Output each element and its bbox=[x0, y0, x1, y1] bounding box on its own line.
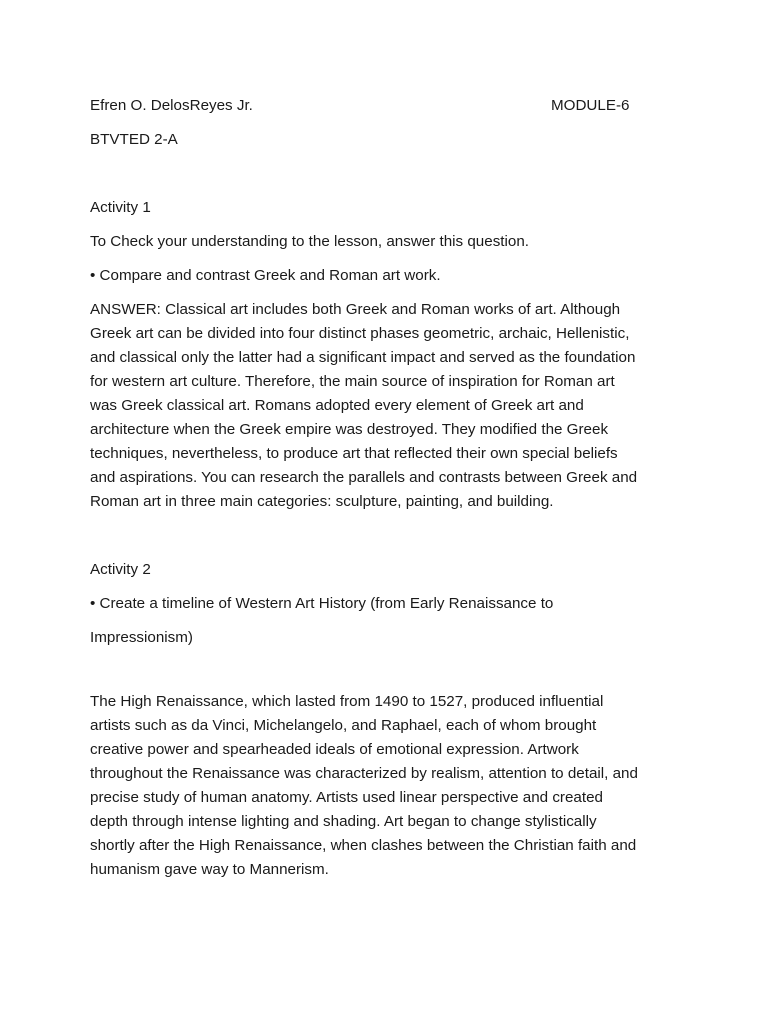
activity-1-instruction: To Check your understanding to the lesson, answer this question. bbox=[90, 233, 530, 250]
answer-line: Roman art in three main categories: sculpture, painting, and building. bbox=[90, 493, 554, 510]
paragraph-line: shortly after the High Renaissance, when clashes between the Christian faith and bbox=[90, 837, 637, 854]
activity-2-title: Activity 2 bbox=[90, 561, 151, 578]
activity-2-bullet: • Create a timeline of Western Art History (from Early Renaissance to bbox=[90, 595, 554, 612]
paragraph-line: creative power and spearheaded ideals of emotional expression. Artwork bbox=[90, 741, 579, 758]
paragraph-line: humanism gave way to Mannerism. bbox=[90, 861, 329, 878]
answer-line: was Greek classical art. Romans adopted every element of Greek art and bbox=[90, 397, 584, 414]
answer-line: architecture when the Greek empire was destroyed. They modified the Greek bbox=[90, 421, 609, 438]
answer-line: and classical only the latter had a significant impact and served as the foundation bbox=[90, 349, 636, 366]
answer-line: techniques, nevertheless, to produce art that reflected their own special beliefs bbox=[90, 445, 618, 462]
activity-2-bullet-continued: Impressionism) bbox=[90, 629, 193, 646]
student-name: Efren O. DelosReyes Jr. bbox=[90, 97, 253, 114]
section-label: BTVTED 2-A bbox=[90, 131, 178, 148]
module-label: MODULE-6 bbox=[551, 97, 630, 114]
paragraph-line: precise study of human anatomy. Artists used linear perspective and created bbox=[90, 789, 603, 806]
paragraph-line: artists such as da Vinci, Michelangelo, and Raphael, each of whom brought bbox=[90, 717, 597, 734]
paragraph-line: depth through intense lighting and shading. Art began to change stylistically bbox=[90, 813, 597, 830]
answer-line: and aspirations. You can research the parallels and contrasts between Greek and bbox=[90, 469, 638, 486]
answer-line: for western art culture. Therefore, the main source of inspiration for Roman art bbox=[90, 373, 615, 390]
answer-line: ANSWER: Classical art includes both Greek and Roman works of art. Although bbox=[90, 301, 621, 318]
activity-1-bullet: • Compare and contrast Greek and Roman art work. bbox=[90, 267, 441, 284]
paragraph-line: throughout the Renaissance was characterized by realism, attention to detail, and bbox=[90, 765, 638, 782]
paragraph-line: The High Renaissance, which lasted from 1490 to 1527, produced influential bbox=[90, 693, 604, 710]
activity-1-title: Activity 1 bbox=[90, 199, 151, 216]
answer-line: Greek art can be divided into four distinct phases geometric, archaic, Hellenistic, bbox=[90, 325, 630, 342]
